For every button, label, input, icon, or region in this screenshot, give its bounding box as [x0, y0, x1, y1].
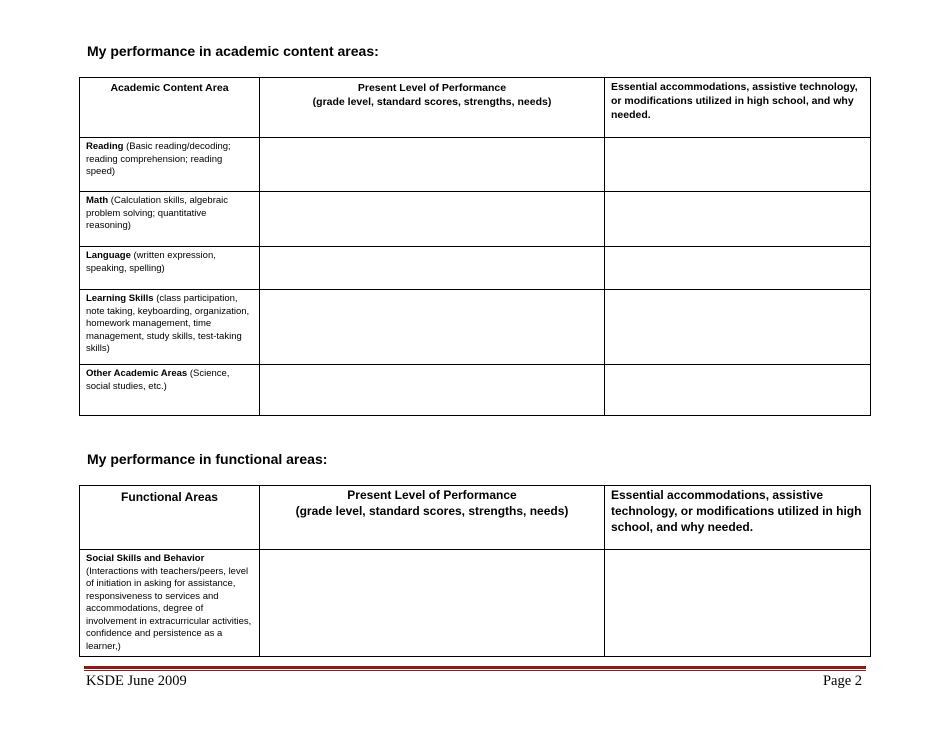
- row-label-bold: Math: [86, 195, 109, 206]
- row-label-social-skills: [80, 550, 260, 657]
- header-accommodations: Essential accommodations, assistive technology, or modifications utilized in high school, and why needed.: [605, 78, 871, 138]
- row-label-bold: Other Academic Areas: [86, 368, 188, 379]
- header-functional-areas: Functional Areas: [80, 486, 260, 550]
- row-label-other-academic: [80, 365, 260, 416]
- table-header-row: [80, 78, 871, 138]
- table-row: [80, 290, 871, 365]
- header-present-level-subtitle: (grade level, standard scores, strengths, needs): [312, 96, 552, 108]
- table-row: [80, 550, 871, 657]
- table-row: [80, 192, 871, 247]
- row-label-bold: Social Skills and Behavior: [86, 553, 205, 564]
- footer-rule: [84, 666, 866, 669]
- row-label-bold: Language: [86, 250, 131, 261]
- functional-areas-table: [79, 485, 871, 657]
- header-academic-content-area: Academic Content Area: [80, 78, 260, 138]
- functional-section-heading: My performance in functional areas:: [87, 451, 328, 467]
- present-level-cell[interactable]: [260, 550, 605, 657]
- header-present-level: [260, 486, 605, 550]
- accommodations-cell[interactable]: [605, 138, 871, 192]
- header-present-level: [260, 78, 605, 138]
- accommodations-cell[interactable]: [605, 247, 871, 290]
- header-present-level-title: Present Level of Performance: [347, 488, 517, 502]
- academic-section-heading: My performance in academic content areas:: [87, 43, 379, 59]
- row-label-language: [80, 247, 260, 290]
- accommodations-cell[interactable]: [605, 192, 871, 247]
- present-level-cell[interactable]: [260, 290, 605, 365]
- row-label-desc: (class participation, note taking, keyboarding, organization, homework management, time management, study skills, test-taking skills): [86, 293, 250, 354]
- header-present-level-subtitle: (grade level, standard scores, strengths, needs): [295, 504, 569, 518]
- table-header-row: [80, 486, 871, 550]
- table-row: [80, 138, 871, 192]
- row-label-math: [80, 192, 260, 247]
- row-label-desc: (Calculation skills, algebraic problem solving; quantitative reasoning): [86, 195, 229, 231]
- header-present-level-title: Present Level of Performance: [357, 82, 507, 94]
- row-label-desc: (Science, social studies, etc.): [86, 368, 230, 392]
- page-number: Page 2: [822, 673, 862, 689]
- row-label-learning-skills: [80, 290, 260, 365]
- accommodations-cell[interactable]: [605, 550, 871, 657]
- footer-source: KSDE June 2009: [86, 673, 187, 689]
- table-row: [80, 365, 871, 416]
- present-level-cell[interactable]: [260, 247, 605, 290]
- row-label-desc: (Interactions with teachers/peers, level of initiation in asking for assistance, responsiveness to services and accommodations, degree of involvement in extracurricular activities, confidence and persistence as a learner,): [86, 565, 252, 652]
- footer-rule-thin: [84, 670, 866, 671]
- accommodations-cell[interactable]: [605, 365, 871, 416]
- present-level-cell[interactable]: [260, 365, 605, 416]
- table-row: [80, 247, 871, 290]
- row-label-desc: (written expression, speaking, spelling): [86, 250, 216, 274]
- row-label-bold: Reading: [86, 141, 124, 152]
- accommodations-cell[interactable]: [605, 290, 871, 365]
- row-label-reading: [80, 138, 260, 192]
- row-label-desc: (Basic reading/decoding; reading comprehension; reading speed): [86, 141, 231, 177]
- present-level-cell[interactable]: [260, 192, 605, 247]
- header-accommodations: Essential accommodations, assistive technology, or modifications utilized in high school, and why needed.: [605, 486, 871, 550]
- row-label-bold: Learning Skills: [86, 293, 154, 304]
- academic-areas-table: [79, 77, 871, 416]
- present-level-cell[interactable]: [260, 138, 605, 192]
